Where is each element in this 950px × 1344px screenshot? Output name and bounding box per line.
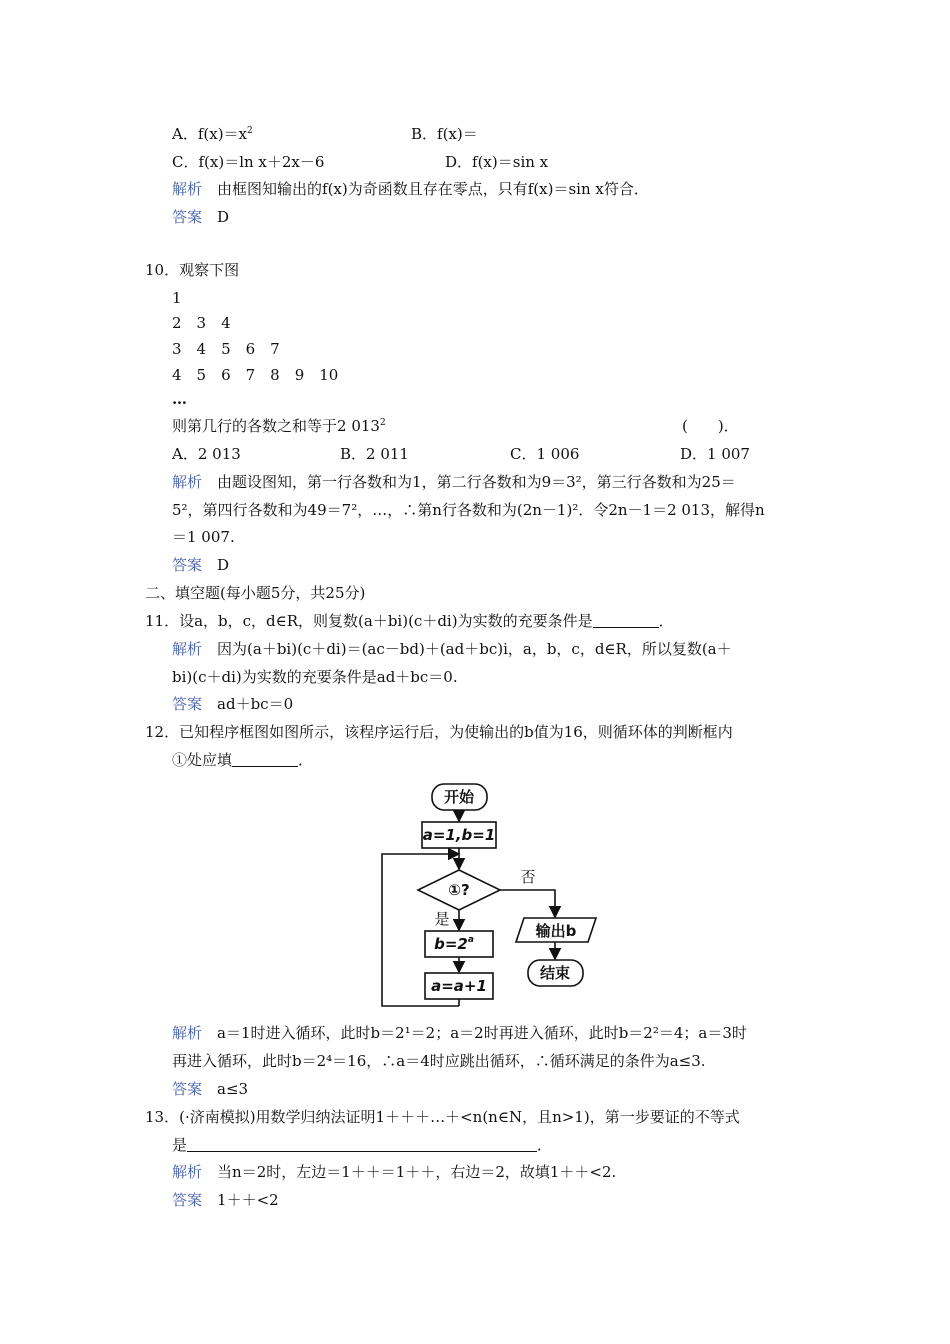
q10-analysis-line-2: 5²，第四行各数和为49＝7²，…，∴第n行各数和为(2n－1)²．令2n－1＝2 013，解得n: [172, 501, 765, 519]
q12-answer: 答案 a≤3: [172, 1080, 249, 1098]
q12-analysis-line-2: 再进入循环，此时b＝2⁴＝16，∴a＝4时应跳出循环，∴循环满足的条件为a≤3.: [172, 1052, 706, 1070]
q10-analysis-line-3: ＝1 007.: [172, 528, 235, 546]
q10-answer: 答案 D: [172, 556, 230, 574]
q10-analysis-line-1: 解析 由题设图知，第一行各数和为1，第二行各数和为9＝3²，第三行各数和为25＝: [172, 473, 736, 491]
q10-row-3: 3 4 5 6 7: [172, 340, 280, 358]
flow-end-label: 结束: [539, 964, 571, 982]
q9-answer: 答案 D: [172, 208, 230, 226]
q10-row-ellipsis: …: [172, 390, 187, 408]
q12-stem-line-2: ①处应填 ．: [172, 751, 314, 769]
q10-paren: ( )．: [682, 417, 739, 435]
q12-analysis-line-1: 解析 a＝1时进入循环，此时b＝2¹＝2；a＝2时再进入循环，此时b＝2²＝4；a＝3时: [172, 1024, 747, 1042]
flow-init-label: a=1,b=1: [422, 826, 496, 844]
flow-yes-label: 是: [434, 910, 450, 928]
answer-label: 答案: [172, 556, 203, 574]
q13-answer: 答案 1＋＋<2: [172, 1191, 279, 1209]
q10-row-2: 2 3 4: [172, 314, 231, 332]
q13-stem-line-2: 是 ．: [172, 1136, 553, 1154]
answer-label: 答案: [172, 695, 203, 713]
analysis-label: 解析: [172, 1024, 203, 1042]
q11-analysis-line-2: bi)(c＋di)为实数的充要条件是ad＋bc＝0.: [172, 668, 458, 686]
q10-option-a: A．2 013: [172, 445, 241, 463]
answer-label: 答案: [172, 208, 203, 226]
q13-analysis: 解析 当n＝2时，左边＝1＋＋＝1＋＋，右边＝2，故填1＋＋<2.: [172, 1163, 617, 1181]
answer-label: 答案: [172, 1080, 203, 1098]
q10-question: 则第几行的各数之和等于2 $013^2$: [172, 417, 386, 435]
q10-row-4: 4 5 6 7 8 9 10: [172, 366, 339, 384]
flow-no-label: 否: [520, 868, 536, 886]
flow-output-label: 输出b: [535, 922, 577, 940]
q11-analysis-line-1: 解析 因为(a＋bi)(c＋di)＝(ac－bd)＋(ad＋bc)i，a，b，c，d∈R，所以复数(a＋: [172, 640, 732, 658]
section-2-title: 二、填空题(每小题5分，共25分): [145, 584, 366, 602]
answer-label: 答案: [172, 1191, 203, 1209]
q11-answer: 答案 ad＋bc＝0: [172, 695, 294, 713]
q10-option-c: C．1 006: [510, 445, 580, 463]
analysis-label: 解析: [172, 473, 203, 491]
q9-analysis: 解析 由框图知输出的f(x)为奇函数且存在零点，只有f(x)＝sin x符合．: [172, 180, 649, 198]
flow-start-label: 开始: [443, 788, 475, 806]
q9-option-d: D．f(x)＝sin x: [445, 153, 549, 171]
q10-option-b: B．2 011: [340, 445, 409, 463]
q10-title: 10．观察下图: [145, 261, 240, 279]
q9-option-b: B．f(x)＝: [411, 125, 478, 143]
q10-option-d: D．1 007: [680, 445, 750, 463]
q9-option-c: C．f(x)＝ln x＋2x－6: [172, 153, 325, 171]
flow-assign-b-label: $b=2^a$: [434, 935, 474, 953]
flow-assign-a-label: a=a+1: [431, 977, 487, 995]
q10-row-1: 1: [172, 289, 182, 307]
q11-stem: 11．设a，b，c，d∈R，则复数(a＋bi)(c＋di)为实数的充要条件是 ．: [145, 612, 674, 630]
program-flowchart: [378, 778, 618, 1014]
q13-stem-line-1: 13．(·济南模拟)用数学归纳法证明1＋＋＋…＋<n(n∈N，且n>1)，第一步要证的不等式: [145, 1108, 740, 1126]
analysis-label: 解析: [172, 640, 203, 658]
flow-decision-label: ①?: [448, 881, 470, 899]
analysis-label: 解析: [172, 180, 203, 198]
q9-option-a: A．$f(x)=x^2$: [172, 125, 253, 143]
analysis-label: 解析: [172, 1163, 203, 1181]
q12-stem-line-1: 12．已知程序框图如图所示，该程序运行后，为使输出的b值为16，则循环体的判断框内: [145, 723, 733, 741]
